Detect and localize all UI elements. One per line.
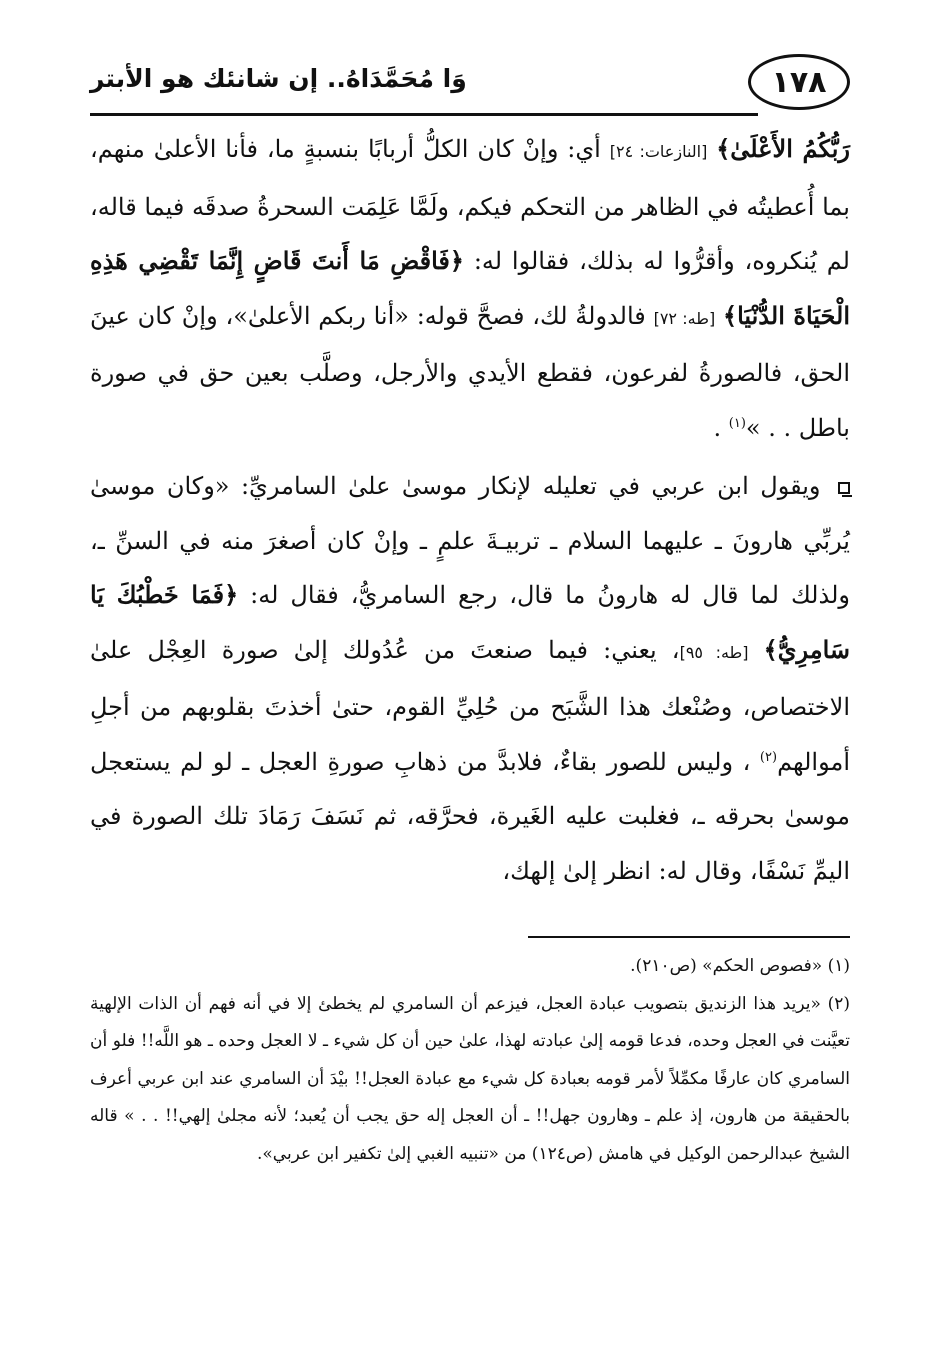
- quran-verse: ﴿فَاقْضِ مَا أَنتَ قَاضٍ إِنَّمَا تَقْضِي هَذِهِ الْحَيَاةَ الدُّنْيَا﴾: [90, 246, 850, 330]
- footnote-label: (١): [827, 956, 850, 976]
- paragraph-end: .: [713, 413, 722, 442]
- footnote-divider: [528, 936, 850, 938]
- paragraph-marker-icon: [838, 482, 850, 494]
- quran-verse: ﴿فَمَا خَطْبُكَ يَا سَامِرِيُّ﴾: [90, 580, 850, 664]
- footnotes: [90, 948, 850, 1173]
- paragraph-text: ويقول ابن عربي في تعليله لإنكار موسىٰ علىٰ السامريِّ: «وكان موسىٰ يُربِّي هارونَ ـ عليهما السلام ـ تربيـةَ علمٍ ـ وإنْ كان أصغرَ منه في السنِّ ـ، ولذلك لما قال له هارونُ ما قال، رجع السامريُّ، فقال له:: [90, 472, 850, 609]
- page-number-text: ١٧٨: [771, 64, 827, 100]
- page-header: [90, 54, 850, 116]
- paragraph-text: أي: وإنْ كان الكلُّ أربابًا بنسبةٍ ما، فأنا الأعلىٰ منهم، بما أُعطيتُه في الظاهر من التحكم فيكم، ولَمَّا عَلِمَت السحرةُ صدقَه فيما قاله، لم يُنكروه، وأقرُّوا له بذلك، فقالوا له:: [90, 135, 850, 275]
- footnote-marker: (٢): [759, 749, 778, 765]
- verse-reference: [طه: ٧٢]: [653, 308, 716, 328]
- running-title: وَا مُحَمَّدَاهُ.. إن شانئك هو الأبتر: [90, 64, 467, 93]
- main-text: [90, 122, 850, 898]
- footnote-marker: (١): [728, 415, 746, 431]
- paragraph-1: [90, 122, 850, 455]
- footnote-label: (٢): [827, 993, 850, 1014]
- verse-reference: [طه: ٩٥]: [679, 642, 749, 662]
- paragraph-text: فالدولةُ لك، فصحَّ قوله: «أنا ربكم الأعلىٰ»، وإنْ كان عينَ الحق، فالصورةُ لفرعون، فقطع الأيدي والأرجل، وصلَّب بعين حق في صورة باطل . . »: [90, 301, 850, 442]
- footnote-2: [90, 986, 850, 1174]
- quran-verse: رَبُّكُمُ الأَعْلَىٰ﴾: [716, 134, 850, 163]
- footnote-text: «فصوص الحكم» (ص٢١٠).: [630, 956, 823, 976]
- paragraph-text: ، يعني: فيما صنعتَ من عُدُولك إلىٰ صورة العِجْل علىٰ الاختصاص، وصُنْعك هذا الشَّبَح من حُلِيِّ القوم، حتىٰ أخذتَ بقلوبهم من أجلِ أموالهم: [90, 635, 850, 776]
- paragraph-text: ، وليس للصور بقاءٌ، فلابدَّ من ذهابِ صورةِ العجل ـ لو لم يستعجل موسىٰ بحرقه ـ، فغلبت عليه الغَيرة، فحرَّقه، ثم نَسَفَ رَمَادَ تلك الصورة في اليمِّ نَسْفًا، وقال له: انظر إلىٰ إلهك،: [90, 747, 850, 885]
- verse-reference: [النازعات: ٢٤]: [609, 142, 708, 161]
- page-number: [748, 54, 850, 110]
- header-divider: [90, 113, 758, 116]
- footnote-1: [90, 948, 850, 986]
- paragraph-2: [90, 459, 850, 898]
- footnote-text: «يريد هذا الزنديق بتصويب عبادة العجل، فيزعم أن السامري لم يخطئ إلا في أنه فهم أن الذات الإلهية تعيَّنت في العجل وحده، فدعا قومه إلىٰ عبادته لهذا، علىٰ حين أن كل شيء ـ لا العجل وحده ـ هو اللَّه!! فلو أن السامري كان عارفًا مكمِّلاً لأمر قومه بعبادة كل شيء مع عبادة العجل!! بيْدَ أن السامري عند ابن عربي أعرف بالحقيقة من هارون، إذ علم ـ وهارون جهل!! ـ أن العجل إله حق يجب أن يُعبد؛ لأنه مجلىٰ إلهي!! . . » قاله الشيخ عبدالرحمن الوكيل في هامش (ص١٢٤) من «تنبيه الغبي إلىٰ تكفير ابن عربي».: [90, 993, 850, 1164]
